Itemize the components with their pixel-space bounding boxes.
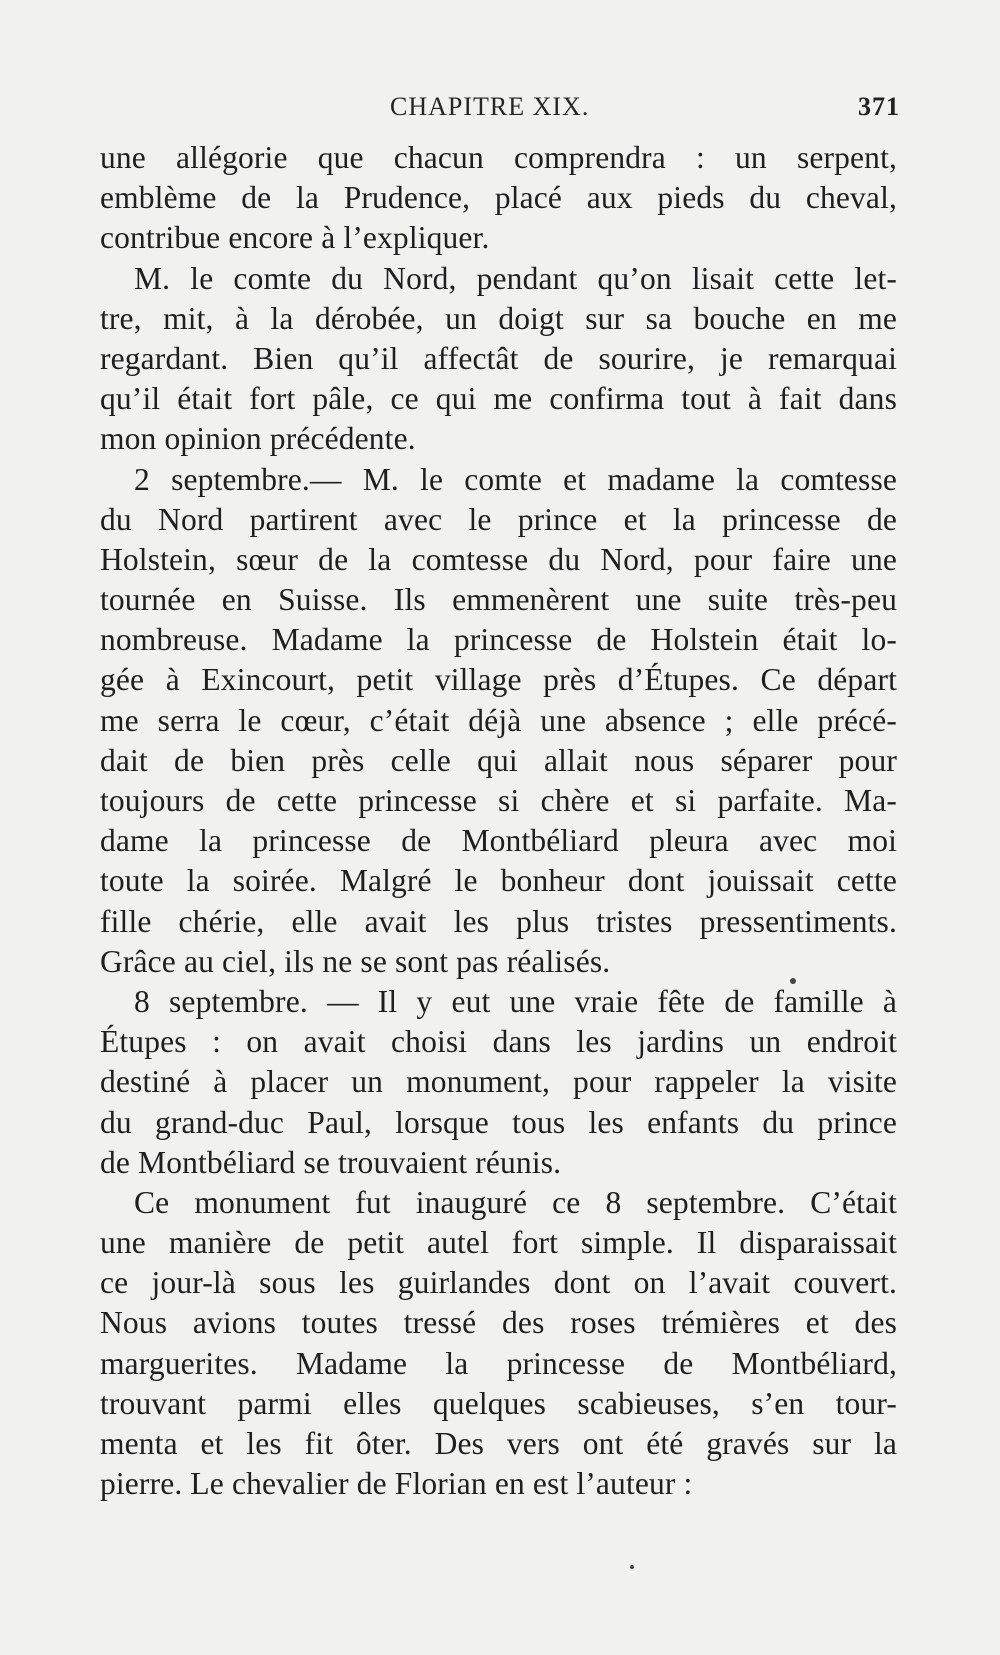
text-line: fille chérie, elle avait les plus tristes pressentiments. bbox=[100, 903, 897, 939]
text-line: toute la soirée. Malgré le bonheur dont jouissait cette bbox=[100, 863, 897, 899]
text-line: de Montbéliard se trouvaient réunis. bbox=[100, 1144, 562, 1180]
text-line: destiné à placer un monument, pour rappeler la visite bbox=[100, 1064, 897, 1100]
text-line: pierre. Le chevalier de Florian en est l’auteur : bbox=[100, 1466, 693, 1502]
text-line: tre, mit, à la dérobée, un doigt sur sa bouche en me bbox=[100, 300, 897, 336]
text-line: Étupes : on avait choisi dans les jardins un endroit bbox=[100, 1024, 897, 1060]
text-line: contribue encore à l’expliquer. bbox=[100, 220, 490, 256]
text-line: dame la princesse de Montbéliard pleura avec moi bbox=[100, 823, 897, 859]
text-line: 2 septembre.— M. le comte et madame la comtesse bbox=[134, 461, 897, 497]
text-line: qu’il était fort pâle, ce qui me confirma tout à fait dans bbox=[100, 381, 897, 417]
text-line: mon opinion précédente. bbox=[100, 421, 416, 457]
text-line: regardant. Bien qu’il affectât de sourire, je remarquai bbox=[100, 340, 897, 376]
text-line: Ce monument fut inauguré ce 8 septembre. C’était bbox=[134, 1184, 897, 1220]
chapter-heading: CHAPITRE XIX. bbox=[390, 92, 590, 121]
text-line: 8 septembre. — Il y eut une vraie fête de famille à bbox=[134, 983, 897, 1019]
text-line: dait de bien près celle qui allait nous séparer pour bbox=[100, 742, 897, 778]
text-line: gée à Exincourt, petit village près d’Étupes. Ce départ bbox=[100, 662, 897, 698]
text-line: ce jour-là sous les guirlandes dont on l’avait couvert. bbox=[100, 1265, 897, 1301]
ink-speck bbox=[790, 978, 796, 984]
text-line: Nous avions toutes tressé des roses trémières et des bbox=[100, 1305, 897, 1341]
ink-speck bbox=[630, 1565, 634, 1569]
text-line: Grâce au ciel, ils ne se sont pas réalisés. bbox=[100, 943, 611, 979]
text-line: emblème de la Prudence, placé aux pieds du cheval, bbox=[100, 180, 897, 216]
page-number: 371 bbox=[858, 92, 900, 121]
running-head bbox=[100, 92, 900, 130]
text-line: une manière de petit autel fort simple. Il disparaissait bbox=[100, 1225, 897, 1261]
text-line: nombreuse. Madame la princesse de Holstein était lo- bbox=[100, 622, 897, 658]
text-line: toujours de cette princesse si chère et si parfaite. Ma- bbox=[100, 783, 897, 818]
text-line: du Nord partirent avec le prince et la princesse de bbox=[100, 501, 897, 537]
text-line: marguerites. Madame la princesse de Montbéliard, bbox=[100, 1345, 897, 1381]
body-text bbox=[100, 138, 897, 1504]
text-line: Holstein, sœur de la comtesse du Nord, pour faire une bbox=[100, 541, 897, 577]
text-line: du grand-duc Paul, lorsque tous les enfants du prince bbox=[100, 1104, 897, 1140]
text-line: M. le comte du Nord, pendant qu’on lisait cette let- bbox=[134, 260, 897, 296]
text-line: trouvant parmi elles quelques scabieuses, s’en tour- bbox=[100, 1385, 897, 1421]
text-line: me serra le cœur, c’était déjà une absence ; elle précé- bbox=[100, 702, 897, 738]
text-line: une allégorie que chacun comprendra : un serpent, bbox=[100, 140, 897, 175]
text-line: tournée en Suisse. Ils emmenèrent une suite très-peu bbox=[100, 582, 897, 618]
text-line: menta et les fit ôter. Des vers ont été gravés sur la bbox=[100, 1426, 897, 1461]
